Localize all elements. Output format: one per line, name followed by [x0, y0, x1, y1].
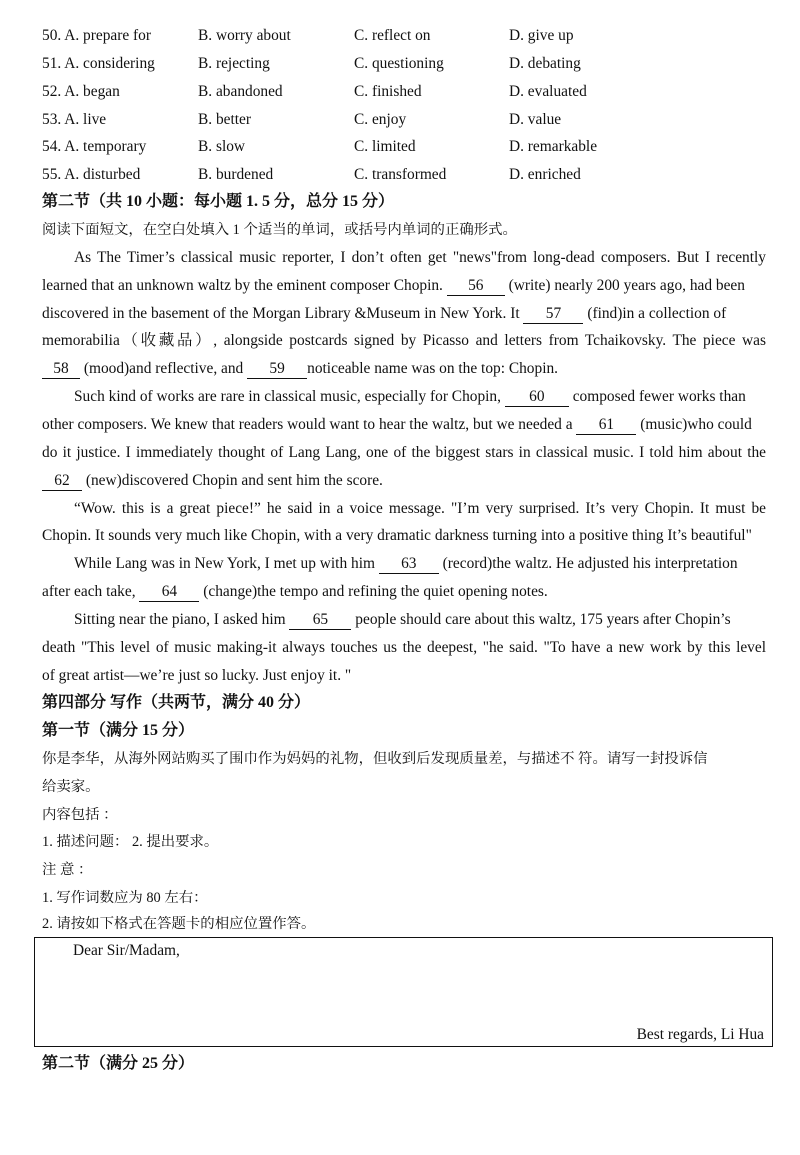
blank-62[interactable]: 62 — [42, 472, 82, 491]
option-a: 52. A. began — [42, 83, 120, 100]
passage-text: (change)the tempo and refining the quiet opening notes. — [203, 583, 548, 600]
passage-text: (music)who could — [640, 416, 752, 433]
option-c: C. transformed — [354, 166, 447, 183]
passage-text: Sitting near the piano, I asked him — [74, 611, 286, 628]
writing-section2-heading: 第二节（满分 25 分） — [42, 1055, 195, 1072]
passage-text: after each take, — [42, 583, 136, 600]
passage-text: people should care about this waltz, 175 years after Chopin’s — [355, 611, 731, 628]
passage-line — [74, 386, 766, 408]
option-b: B. rejecting — [198, 55, 270, 72]
section2-heading: 第二节（共 10 小题：每小题 1. 5 分，总分 15 分） — [42, 193, 395, 210]
option-c: C. enjoy — [354, 111, 407, 128]
writing-task-line: 给卖家。 — [42, 779, 100, 795]
option-d: D. debating — [509, 55, 581, 72]
passage-line: do it justice. I immediately thought of Lang Lang, one of the biggest stars in classical music. I told him about the — [42, 444, 766, 461]
blank-59[interactable]: 59 — [247, 360, 307, 379]
passage-line — [42, 275, 766, 297]
passage-text: Such kind of works are rare in classical music, especially for Chopin, — [74, 388, 501, 405]
option-row-52 — [42, 80, 782, 104]
content-label: 内容包括 ： — [42, 807, 118, 823]
option-b: B. slow — [198, 138, 246, 155]
option-d: D. give up — [509, 27, 574, 44]
option-row-54 — [42, 135, 782, 159]
passage-line — [42, 303, 766, 325]
option-row-51 — [42, 52, 782, 76]
passage-text: (record)the waltz. He adjusted his interpretation — [442, 555, 738, 572]
passage-text: noticeable name was on the top: Chopin. — [307, 360, 559, 377]
option-c: C. limited — [354, 138, 416, 155]
passage-text: (new)discovered Chopin and sent him the score. — [85, 472, 383, 489]
passage-line — [42, 470, 766, 492]
section2-instruction: 阅读下面短文，在空白处填入 1 个适当的单词，或括号内单词的正确形式。 — [42, 222, 517, 238]
note-item: 2. 请按如下格式在答题卡的相应位置作答。 — [42, 916, 316, 932]
option-a: 54. A. temporary — [42, 138, 147, 155]
option-d: D. enriched — [509, 166, 581, 183]
option-row-53 — [42, 108, 782, 132]
passage-line: death "This level of music making-it always touches us the deepest, "he said. "To have a new work by this level — [42, 639, 766, 656]
option-c: C. reflect on — [354, 27, 431, 44]
option-d: D. value — [509, 111, 562, 128]
writing-section1-heading: 第一节（满分 15 分） — [42, 722, 195, 739]
passage-line — [42, 358, 766, 380]
passage-line: “Wow. this is a great piece!” he said in a voice message. "I’m very surprised. It’s very Chopin. It must be — [74, 500, 766, 517]
passage-text: While Lang was in New York, I met up with him — [74, 555, 375, 572]
passage-text: (find)in a collection of — [587, 305, 727, 322]
passage-text: other composers. We knew that readers would want to hear the waltz, but we needed a — [42, 416, 573, 433]
option-a: 50. A. prepare for — [42, 27, 151, 44]
passage-line: As The Timer’s classical music reporter, I don’t often get "news"from long-dead composers. But I recently — [74, 249, 766, 266]
passage-text: (mood)and reflective, and — [83, 360, 244, 377]
blank-58[interactable]: 58 — [42, 360, 80, 379]
option-row-55 — [42, 163, 782, 187]
option-c: C. finished — [354, 83, 422, 100]
option-b: B. burdened — [198, 166, 274, 183]
option-b: B. worry about — [198, 27, 291, 44]
blank-64[interactable]: 64 — [139, 583, 199, 602]
blank-57[interactable]: 57 — [523, 305, 583, 324]
option-c: C. questioning — [354, 55, 444, 72]
note-item: 1. 写作词数应为 80 左右： — [42, 890, 208, 906]
blank-56[interactable]: 56 — [447, 277, 505, 296]
letter-format-box — [34, 937, 773, 1047]
blank-60[interactable]: 60 — [505, 388, 569, 407]
passage-text: discovered in the basement of the Morgan Library &Museum in New York. It — [42, 305, 520, 322]
passage-line — [74, 553, 766, 575]
blank-61[interactable]: 61 — [576, 416, 636, 435]
passage-text: learned that an unknown waltz by the eminent composer Chopin. — [42, 277, 443, 294]
passage-line — [42, 414, 766, 436]
option-b: B. better — [198, 111, 251, 128]
option-d: D. remarkable — [509, 138, 598, 155]
option-a: 53. A. live — [42, 111, 107, 128]
option-d: D. evaluated — [509, 83, 587, 100]
option-row-50 — [42, 24, 782, 48]
passage-text: (write) nearly 200 years ago, had been — [508, 277, 745, 294]
letter-closing: Best regards, Li Hua — [636, 1026, 764, 1043]
option-b: B. abandoned — [198, 83, 283, 100]
notes-label: 注 意 ： — [42, 862, 93, 878]
blank-63[interactable]: 63 — [379, 555, 439, 574]
letter-greeting: Dear Sir/Madam, — [73, 942, 180, 959]
option-a: 51. A. considering — [42, 55, 155, 72]
blank-65[interactable]: 65 — [289, 611, 351, 630]
passage-line: Chopin. It sounds very much like Chopin, with a very dramatic darkness turning into a positive thing It’s beautiful" — [42, 527, 752, 544]
passage-line: of great artist—we’re just so lucky. Just enjoy it. " — [42, 667, 352, 684]
passage-line — [42, 581, 766, 603]
writing-task-line: 你是李华，从海外网站购买了围巾作为妈妈的礼物，但收到后发现质量差，与描述不 符。请写一封投诉信 — [42, 751, 708, 767]
option-a: 55. A. disturbed — [42, 166, 141, 183]
passage-line: memorabilia（收藏品）, alongside postcards signed by Picasso and letters from Tchaikovsky. The piece was — [42, 332, 766, 349]
passage-line — [74, 609, 766, 631]
part4-heading: 第四部分 写作（共两节，满分 40 分） — [42, 694, 311, 711]
content-items: 1. 描述问题： 2. 提出要求。 — [42, 834, 219, 850]
passage-text: composed fewer works than — [572, 388, 746, 405]
